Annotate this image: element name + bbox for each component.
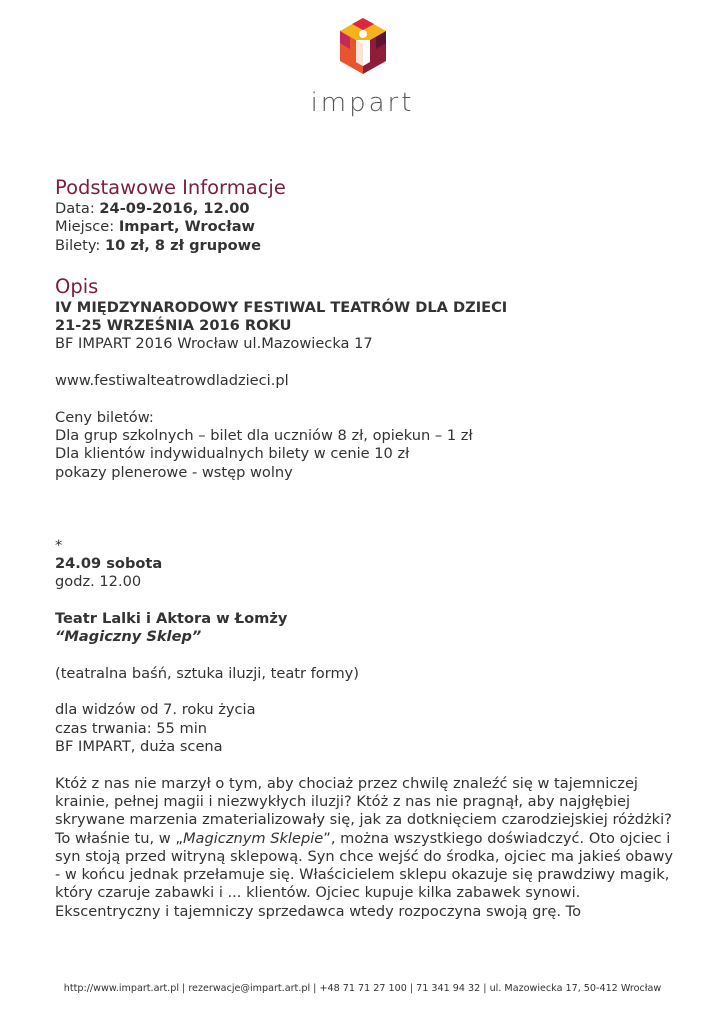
date-value: 24-09-2016, 12.00 — [99, 200, 250, 217]
impart-logo-icon — [332, 16, 394, 78]
festival-dates: 21-25 WRZEŚNIA 2016 ROKU — [55, 317, 292, 335]
theatre-name: Teatr Lalki i Aktora w Łomży — [55, 609, 288, 627]
footer-contact: http://www.impart.art.pl | rezerwacje@impart.art.pl | +48 71 71 27 100 | 71 341 94 32 | ul. Mazowiecka 17, 50-412 Wrocław — [63, 983, 662, 994]
place-label: Miejsce: — [55, 218, 119, 236]
impart-logo — [310, 12, 415, 117]
place-value: Impart, Wrocław — [118, 218, 256, 236]
price-groups: Dla grup szkolnych – bilet dla uczniów 8 zł, opiekun – 1 zł — [55, 426, 473, 444]
show-genre: (teatralna baśń, sztuka iluzji, teatr formy) — [55, 664, 360, 682]
story-text-1: Któż z nas nie marzył o tym, aby chociaż przez chwilę znaleźć się w tajemniczej krainie, pełnej magii i niezwykłych iluzji? Któż z nas nie pragnął, aby najgłębiej skrywane marzenia zmaterializowały się, jak za dotknięciem czarodziejskiej różdżki? To właśnie tu, w „ — [55, 774, 672, 847]
story-paragraph — [55, 775, 675, 921]
section-title-basic-info: Podstawowe Informacje — [55, 176, 286, 199]
section-title-description: Opis — [55, 274, 99, 298]
show-stage: BF IMPART, duża scena — [55, 738, 223, 756]
show-title: “Magiczny Sklep” — [55, 628, 202, 646]
price-outdoor: pokazy plenerowe - wstęp wolny — [55, 463, 293, 481]
festival-name: IV MIĘDZYNARODOWY FESTIWAL TEATRÓW DLA DZIECI — [55, 298, 508, 316]
date-label: Data: — [55, 200, 100, 217]
festival-venue: BF IMPART 2016 Wrocław ul.Mazowiecka 17 — [55, 335, 373, 353]
tickets-value: 10 zł, 8 zł grupowe — [104, 236, 261, 254]
festival-website-link[interactable]: www.festiwalteatrowdladzieci.pl — [55, 372, 289, 390]
date-row — [55, 200, 675, 218]
story-text-2: ”, można wszystkiego doświadczyć. Oto ojciec i syn stoją przed witryną sklepową. Syn chce wejść do środka, ojciec ma jakieś obawy - w końcu jednak przełamuje się. Właścicielem sklepu okazuje się prawdziwy magik, który czaruje zabawki i ... klientów. Ojciec kupuje kilka zabawek synowi. Ekscentryczny i tajemniczy sprzedawca wtedy rozpoczyna swoją grę. To — [55, 829, 674, 920]
separator-asterisk: * — [55, 536, 63, 554]
tickets-row — [55, 237, 675, 255]
place-row — [55, 218, 675, 236]
show-duration: czas trwania: 55 min — [55, 719, 208, 737]
price-individual: Dla klientów indywidualnych bilety w cenie 10 zł — [55, 445, 410, 463]
document-content — [55, 176, 675, 921]
event-day: 24.09 sobota — [55, 555, 163, 573]
show-audience: dla widzów od 7. roku życia — [55, 701, 256, 719]
tickets-label: Bilety: — [55, 236, 105, 254]
event-time: godz. 12.00 — [55, 573, 142, 591]
logo-wordmark: impart — [310, 88, 415, 118]
story-text-italic: Magicznym Sklepie — [182, 829, 324, 847]
prices-heading: Ceny biletów: — [55, 408, 154, 426]
